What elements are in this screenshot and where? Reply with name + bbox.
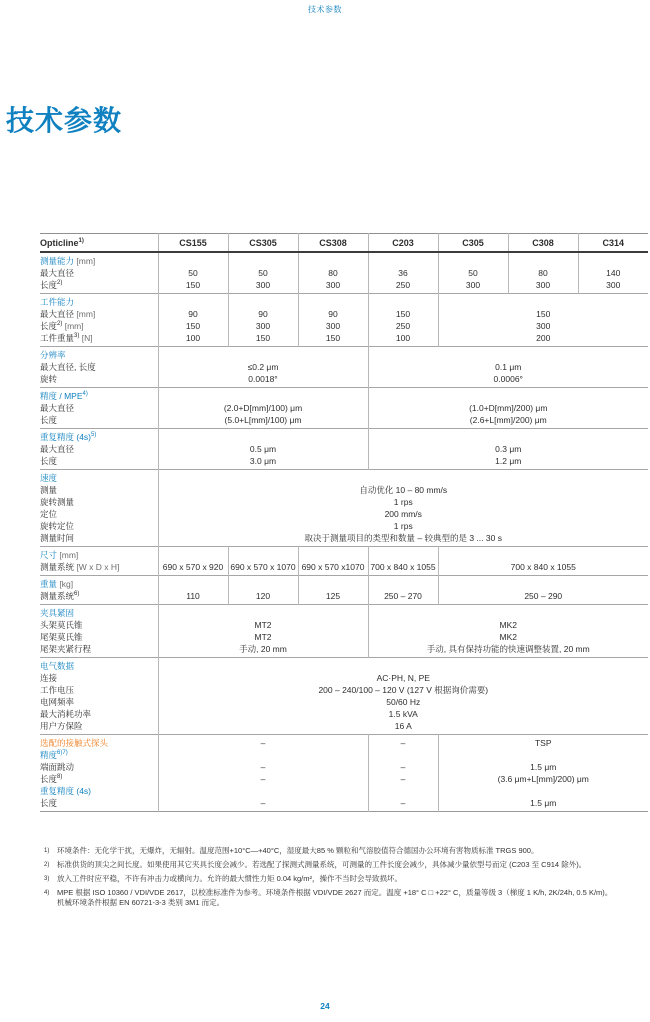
unit-label: [W x D x H] [74,562,120,572]
table-row [40,320,648,332]
value-cell: 1.5 μm [438,797,648,812]
table-row [40,520,648,532]
value-cell [158,252,228,267]
footnote-marker: 8) [57,774,63,781]
row-label-cell [40,361,158,373]
section-header-row [40,547,648,562]
value-cell: MK2 [368,631,648,643]
spec-section [40,252,648,294]
section-header-cell [40,735,158,750]
row-label-cell [40,320,158,332]
row-label-cell [40,496,158,508]
section-header-row [40,658,648,673]
row-label: 测量 [40,485,58,495]
spec-section [40,735,648,812]
footnote-marker: 3) [44,876,50,882]
value-cell: 1.5 kVA [158,708,648,720]
footnote-text: 环境条件：无化学干扰，无爆炸，无辐射。温度范围+10°C—+40°C，湿度最大85 % 颗粒和气溶胶值符合德国办公环境有害物质标准 TRGS 900。 [57,846,539,855]
value-cell: (2.0+D[mm]/100) μm [158,402,368,414]
value-cell [228,576,298,591]
section-header-cell [40,547,158,562]
value-cell [368,252,438,267]
row-label: 最大消耗功率 [40,709,92,719]
value-cell [578,252,648,267]
value-cell: 150 [438,308,648,320]
row-label-cell [40,643,158,658]
table-row [40,684,648,696]
footnote-text: 标准供货的顶尖之间长度。如果使用其它夹具长度会减少。若选配了探测式测量系统，可测量的工件长度会减少，具体减少量依型号而定 (C203 至 C914 除外)。 [57,860,587,869]
value-cell [368,605,648,620]
row-label: 尾架莫氏锥 [40,632,83,642]
row-label-cell [40,520,158,532]
spec-section [40,576,648,605]
value-cell [228,294,298,309]
row-label: 最大直径 [40,403,75,413]
row-label-cell [40,797,158,812]
value-cell: (2.6+L[mm]/200) μm [368,414,648,429]
footnote [44,846,630,856]
column-header-c314: C314 [578,234,648,253]
value-cell: 手动, 20 mm [158,643,368,658]
value-cell: 140 [578,267,648,279]
column-header-c308: C308 [508,234,578,253]
section-header-row [40,605,648,620]
row-label-cell [40,761,158,773]
row-label-cell [40,708,158,720]
row-label: 长度 [40,798,58,808]
value-cell: 250 – 270 [368,590,438,605]
value-cell: – [368,773,438,785]
value-cell: – [158,735,368,750]
row-label-cell [40,267,158,279]
row-label-cell [40,373,158,388]
spec-section [40,294,648,347]
value-cell: – [158,761,368,773]
row-label: 旋转 [40,374,58,384]
table-row [40,631,648,643]
value-cell: MK2 [368,619,648,631]
value-cell [438,785,648,797]
section-header-row [40,576,648,591]
value-cell: – [158,773,368,785]
value-cell [368,576,438,591]
table-row [40,267,648,279]
page-number: 24 [320,1001,330,1011]
value-cell: 300 [508,279,578,294]
value-cell: 1 rps [158,520,648,532]
section-header-cell [40,576,158,591]
footnote-marker: 4) [82,391,88,398]
spec-section [40,547,648,576]
table-row [40,720,648,735]
specs-table-container [40,233,648,812]
row-label: 电网频率 [40,697,75,707]
row-label: 工件能力 [40,297,75,307]
value-cell: 80 [298,267,368,279]
table-row [40,708,648,720]
value-cell: 0.1 μm [368,361,648,373]
value-cell [158,576,228,591]
value-cell [158,547,228,562]
section-header-row [40,735,648,750]
row-label: 速度 [40,473,58,483]
value-cell: 150 [228,332,298,347]
row-label: 精度$^{6)7)}$ [40,750,68,760]
row-label: 分辨率 [40,350,66,360]
row-label: 工件重量$^{3)}$ [N] [40,333,93,343]
value-cell: 取决于测量项目的类型和数量 – 较典型的是 3 ... 30 s [158,532,648,547]
value-cell: 110 [158,590,228,605]
value-cell: 3.0 μm [158,455,368,470]
table-row [40,619,648,631]
value-cell: 150 [298,332,368,347]
value-cell [158,294,228,309]
row-label-cell [40,484,158,496]
value-cell: 50 [438,267,508,279]
value-cell [158,347,368,362]
value-cell: 36 [368,267,438,279]
table-row [40,643,648,658]
section-header-row [40,470,648,485]
row-label: 电气数据 [40,661,75,671]
value-cell: 0.5 μm [158,443,368,455]
table-row [40,402,648,414]
table-row [40,532,648,547]
table-row [40,797,648,812]
brand-footnote-marker: 1) [78,237,84,244]
row-label: 用户方保险 [40,721,83,731]
footnote-marker: 3) [74,333,80,340]
value-cell [158,658,648,673]
spec-section [40,347,648,388]
row-label: 连接 [40,673,58,683]
value-cell: 300 [298,320,368,332]
row-label: 夹具紧固 [40,608,75,618]
row-label: 选配的接触式探头 [40,738,109,748]
row-label-cell [40,455,158,470]
spec-section [40,429,648,470]
value-cell [368,388,648,403]
value-cell: 300 [578,279,648,294]
spec-section [40,605,648,658]
value-cell: MT2 [158,631,368,643]
value-cell: 90 [158,308,228,320]
value-cell: 90 [228,308,298,320]
row-label: 长度$^{2)}$ [40,280,63,290]
value-cell: 300 [298,279,368,294]
table-row [40,561,648,576]
value-cell: 200 – 240/100 – 120 V (127 V 根据询价需要) [158,684,648,696]
value-cell: 690 x 570 x 920 [158,561,228,576]
table-row [40,672,648,684]
row-label: 重量 [kg] [40,579,74,589]
unit-label: [mm] [74,256,96,266]
footnote-text: MPE 根据 ISO 10360 / VDI/VDE 2617，以校准标准件为参考。环境条件根据 VDI/VDE 2627 而定。温度 +18° C □ +22° C，质量等级 3（梯度 1 K/h, 2K/24h, 0.5 K/m)。 机械环境条件根据 EN 60721-3-3 类别 3M1 而定。 [57,888,613,907]
value-cell: 0.3 μm [368,443,648,455]
row-label-cell [40,619,158,631]
value-cell: 90 [298,308,368,320]
row-label-cell [40,414,158,429]
row-label-cell [40,532,158,547]
value-cell [298,547,368,562]
column-header-cs305: CS305 [228,234,298,253]
value-cell: 1 rps [158,496,648,508]
table-row [40,373,648,388]
value-cell [438,576,648,591]
value-cell [298,294,368,309]
section-header-cell [40,388,158,403]
row-label-cell [40,720,158,735]
section-header-row [40,388,648,403]
page-title: 技术参数 [6,105,123,136]
row-label-cell [40,631,158,643]
value-cell [298,576,368,591]
value-cell: 300 [438,279,508,294]
value-cell: – [368,797,438,812]
value-cell [158,749,368,761]
value-cell [368,347,648,362]
value-cell: 200 mm/s [158,508,648,520]
row-label: 最大直径, 长度 [40,362,96,372]
footnotes [44,846,630,912]
value-cell: 700 x 840 x 1055 [368,561,438,576]
value-cell [438,252,508,267]
row-label-cell [40,773,158,785]
row-label-cell [40,749,158,761]
value-cell [228,252,298,267]
footnote-marker: 5) [91,432,97,439]
brand-name: Opticline [40,237,79,248]
sub-section-row [40,785,648,797]
value-cell: 80 [508,267,578,279]
column-header-row [40,234,648,253]
value-cell [368,294,438,309]
footnote-marker: 1) [44,848,50,854]
value-cell: 50 [228,267,298,279]
specs-table [40,233,648,812]
row-label: 端面跳动 [40,762,75,772]
spec-section [40,388,648,429]
value-cell: 125 [298,590,368,605]
row-label-cell [40,590,158,605]
value-cell: 0.0006° [368,373,648,388]
value-cell [368,547,438,562]
value-cell: 690 x 570 x1070 [298,561,368,576]
value-cell: 250 [368,320,438,332]
row-label: 长度$^{8)}$ [40,774,63,784]
value-cell: – [368,735,438,750]
table-row [40,443,648,455]
table-row [40,414,648,429]
row-label: 测量系统$^{6)}$ [40,591,80,601]
row-label: 最大直径 [mm] [40,309,96,319]
value-cell [438,749,648,761]
unit-label: [N] [79,333,93,343]
row-label: 最大直径 [40,444,75,454]
value-cell: 手动, 具有保持功能的快速调整装置, 20 mm [368,643,648,658]
row-label-cell [40,561,158,576]
unit-label: [mm] [62,321,84,331]
column-header-cs155: CS155 [158,234,228,253]
value-cell: 150 [158,279,228,294]
value-cell [438,547,648,562]
unit-label: [kg] [57,579,74,589]
value-cell: 300 [438,320,648,332]
section-header-row [40,294,648,309]
value-cell: 50 [158,267,228,279]
row-label: 重复精度 (4s) [40,786,92,796]
row-label: 测量系统 [W x D x H] [40,562,120,572]
row-label-cell [40,672,158,684]
row-label-cell [40,696,158,708]
value-cell: 自动优化 10 – 80 mm/s [158,484,648,496]
value-cell: – [158,797,368,812]
footnote-marker: 6) [74,591,80,598]
value-cell: 50/60 Hz [158,696,648,708]
section-header-cell [40,347,158,362]
table-row [40,455,648,470]
value-cell: TSP [438,735,648,750]
value-cell: 300 [228,320,298,332]
row-label: 最大直径 [40,268,75,278]
footnote-marker: 2) [57,321,63,328]
column-header-cs308: CS308 [298,234,368,253]
value-cell: MT2 [158,619,368,631]
table-row [40,590,648,605]
value-cell: 120 [228,590,298,605]
footnote [44,888,630,908]
footnote [44,874,630,884]
footnote-marker: 4) [44,890,50,896]
value-cell: 690 x 570 x 1070 [228,561,298,576]
table-row [40,484,648,496]
row-label: 头架莫氏锥 [40,620,83,630]
row-label-cell [40,785,158,797]
brand-header-cell [40,234,158,253]
section-header-cell [40,470,158,485]
section-header-cell [40,605,158,620]
section-header-cell [40,252,158,267]
section-header-cell [40,658,158,673]
row-label-cell [40,402,158,414]
row-label: 精度 / MPE$^{4)}$ [40,391,88,401]
row-label-cell [40,684,158,696]
row-label-cell [40,308,158,320]
value-cell [158,470,648,485]
value-cell [438,294,648,309]
value-cell [368,749,438,761]
row-label: 尺寸 [mm] [40,550,79,560]
value-cell: 250 – 290 [438,590,648,605]
running-header: 技术参数 [308,5,342,14]
spec-section [40,470,648,547]
value-cell: ≤0.2 μm [158,361,368,373]
column-header-c305: C305 [438,234,508,253]
table-row [40,332,648,347]
section-header-row [40,347,648,362]
value-cell [228,547,298,562]
value-cell: 100 [158,332,228,347]
value-cell [368,429,648,444]
value-cell: 250 [368,279,438,294]
value-cell: (1.0+D[mm]/200) μm [368,402,648,414]
row-label-cell [40,443,158,455]
value-cell: – [368,761,438,773]
footnote [44,860,630,870]
value-cell [368,785,438,797]
table-row [40,773,648,785]
table-row [40,279,648,294]
row-label: 测量时间 [40,533,75,543]
row-label: 测量能力 [mm] [40,256,96,266]
value-cell [508,252,578,267]
value-cell: 150 [368,308,438,320]
value-cell: 700 x 840 x 1055 [438,561,648,576]
value-cell [158,605,368,620]
row-label-cell [40,508,158,520]
row-label: 旋转测量 [40,497,75,507]
value-cell: 100 [368,332,438,347]
section-header-row [40,429,648,444]
footnote-marker: 2) [57,280,63,287]
value-cell [298,252,368,267]
value-cell [158,785,368,797]
value-cell: 0.0018° [158,373,368,388]
table-row [40,496,648,508]
value-cell: AC·PH, N, PE [158,672,648,684]
row-label: 长度$^{2)}$ [mm] [40,321,84,331]
row-label: 定位 [40,509,58,519]
table-row [40,508,648,520]
sub-section-row [40,749,648,761]
value-cell: 16 A [158,720,648,735]
row-label-cell [40,332,158,347]
footnote-text: 放入工件时应平稳，不许有冲击力或横向力。允许的最大惯性力矩 0.04 kg/m²，操作不当时会导致损坏。 [57,874,403,883]
unit-label: [mm] [57,550,79,560]
value-cell [158,429,368,444]
spec-section [40,658,648,735]
section-header-cell [40,294,158,309]
value-cell: (3.6 μm+L[mm]/200) μm [438,773,648,785]
specs-table-head [40,234,648,253]
table-row [40,696,648,708]
row-label: 工作电压 [40,685,75,695]
row-label: 尾架夹紧行程 [40,644,92,654]
table-row [40,361,648,373]
section-header-row [40,252,648,267]
value-cell: (5.0+L[mm]/100) μm [158,414,368,429]
row-label: 重复精度 (4s)$^{5)}$ [40,432,97,442]
row-label-cell [40,279,158,294]
section-header-cell [40,429,158,444]
value-cell [158,388,368,403]
table-row [40,308,648,320]
footnote-marker: 2) [44,862,50,868]
row-label: 长度 [40,456,58,466]
footnote-marker: 6)7) [57,750,68,757]
value-cell: 150 [158,320,228,332]
unit-label: [mm] [74,309,96,319]
row-label: 旋转定位 [40,521,75,531]
column-header-c203: C203 [368,234,438,253]
value-cell: 1.5 μm [438,761,648,773]
value-cell: 300 [228,279,298,294]
value-cell: 200 [438,332,648,347]
table-row [40,761,648,773]
value-cell: 1.2 μm [368,455,648,470]
row-label: 长度 [40,415,58,425]
